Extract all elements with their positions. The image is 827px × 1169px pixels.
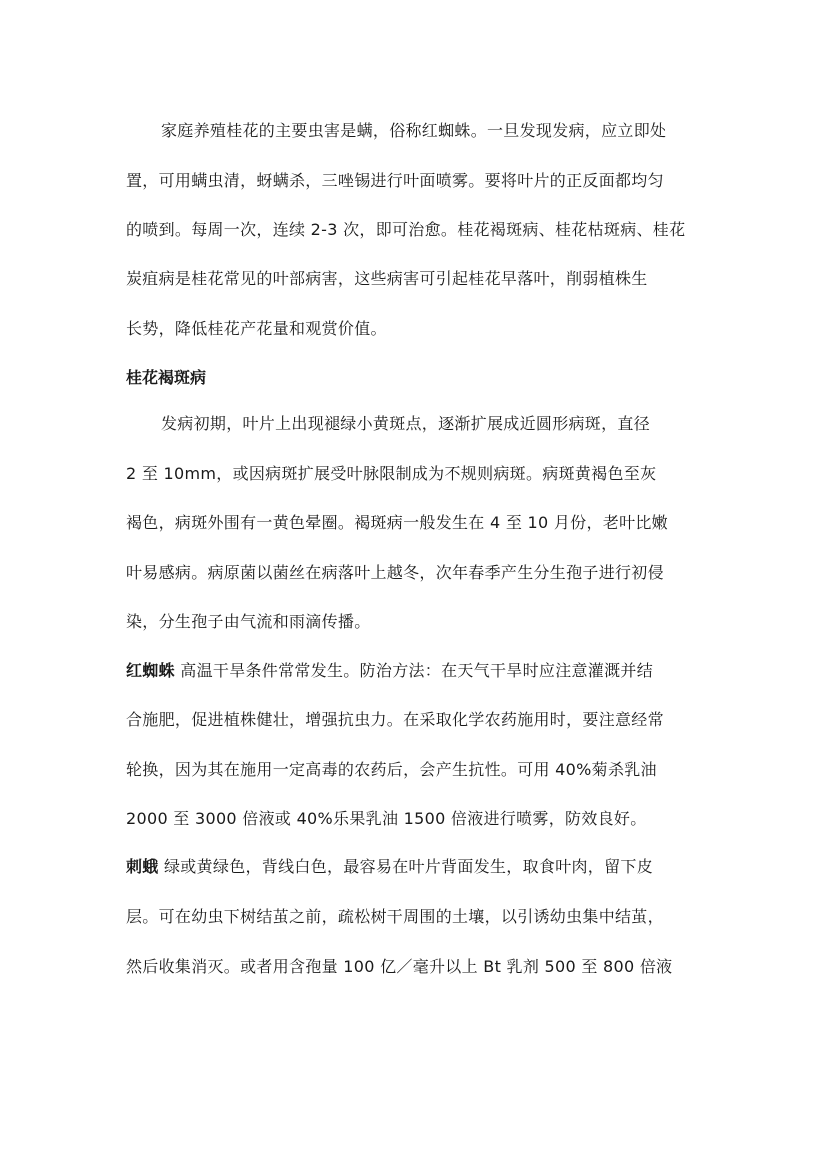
section2-line-4: 2000 至 3000 倍液或 40%乐果乳油 1500 倍液进行喷雾，防效良好。 (126, 809, 647, 828)
section-heading-brown-spot: 桂花褐斑病 (126, 368, 207, 387)
section2-line-2: 合施肥，促进植株健壮，增强抗虫力。在采取化学农药施用时，要注意经常 (126, 710, 664, 729)
intro-line-3: 的喷到。每周一次，连续 2-3 次，即可治愈。桂花褐斑病、桂花枯斑病、桂花 (126, 220, 686, 239)
term-slug-moth: 刺蛾 (126, 857, 159, 876)
section1-line-4: 叶易感病。病原菌以菌丝在病落叶上越冬，次年春季产生分生孢子进行初侵 (126, 563, 664, 582)
section1-line-3: 褐色，病斑外围有一黄色晕圈。褐斑病一般发生在 4 至 10 月份，老叶比嫩 (126, 513, 668, 532)
section3-first-rest: 绿或黄绿色，背线白色，最容易在叶片背面发生，取食叶肉，留下皮 (158, 857, 653, 876)
section3-line-3: 然后收集消灭。或者用含孢量 100 亿／毫升以上 Bt 乳剂 500 至 800 倍液 (126, 957, 673, 976)
section3-line-1 (126, 856, 706, 878)
intro-line-1: 家庭养殖桂花的主要虫害是螨，俗称红蜘蛛。一旦发现发病，应立即处 (161, 121, 667, 140)
intro-line-4: 炭疽病是桂花常见的叶部病害，这些病害可引起桂花早落叶，削弱植株生 (126, 269, 648, 288)
section2-line-1 (126, 660, 706, 682)
section1-line-5: 染，分生孢子由气流和雨滴传播。 (126, 612, 371, 631)
section1-line-1: 发病初期，叶片上出现褪绿小黄斑点，逐渐扩展成近圆形病斑，直径 (161, 414, 651, 433)
intro-line-5: 长势，降低桂花产花量和观赏价值。 (126, 319, 387, 338)
intro-line-2: 置，可用螨虫清，蚜螨杀，三唑锡进行叶面喷雾。要将叶片的正反面都均匀 (126, 171, 664, 190)
term-red-spider: 红蜘蛛 (126, 661, 175, 680)
section2-first-rest: 高温干旱条件常常发生。防治方法：在天气干旱时应注意灌溉并结 (174, 661, 653, 680)
section1-line-2: 2 至 10mm，或因病斑扩展受叶脉限制成为不规则病斑。病斑黄褐色至灰 (126, 464, 657, 483)
section3-line-2: 层。可在幼虫下树结茧之前，疏松树干周围的土壤，以引诱幼虫集中结茧， (126, 907, 664, 926)
section2-line-3: 轮换，因为其在施用一定高毒的农药后，会产生抗性。可用 40%菊杀乳油 (126, 760, 657, 779)
